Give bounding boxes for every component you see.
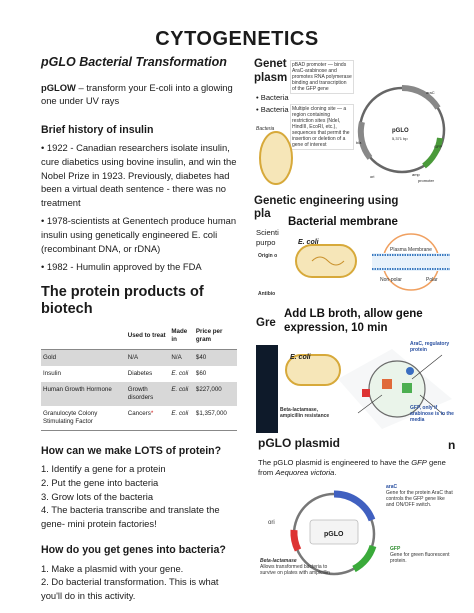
slide2-side-text: purpo: [256, 238, 276, 247]
lots-heading: How can we make LOTS of protein?: [41, 444, 222, 457]
slide1-title: Genet: [254, 58, 287, 70]
plasmid-label: araC: [426, 90, 435, 95]
ecoli-label: E. coli: [298, 239, 319, 246]
table-cell: Insulin: [43, 369, 61, 377]
table-row: [41, 366, 237, 382]
gene-expression-title-line: Add LB broth, allow gene: [284, 308, 423, 320]
nonpolar-label: Non-polar: [380, 277, 402, 283]
table-cell-text: Cancers: [127, 409, 151, 417]
polar-label: Polar: [426, 277, 438, 283]
slide-genetic-engineering: [254, 195, 454, 305]
document-title: CYTOGENETICS: [155, 28, 319, 50]
table-cell: E. coli: [169, 406, 194, 431]
cloning-site-callout: Multiple cloning site — a region containing restriction sites (NdeI, HindIII, EcoRI, etc.), sequences that permit the insertion or deletion of a gene of interest: [290, 104, 354, 150]
arac-text: Gene for the protein AraC that controls the GFP gene like and ON/OFF switch.: [386, 490, 453, 508]
plasmid-name: pGLO: [392, 128, 409, 134]
table-cell: Gold: [41, 349, 126, 366]
table-row: [41, 406, 237, 431]
table-cell: $227,000: [194, 382, 237, 406]
bacteria-illustration: [254, 118, 294, 193]
products-table: [41, 326, 237, 431]
gene-expression-title-line: expression, 10 min: [284, 322, 388, 334]
table-header-cell: Made in: [169, 326, 194, 350]
table-row: [41, 382, 237, 406]
beta-text: Allows transformed bacteria to survive on plates with ampicillin: [260, 564, 330, 576]
asterisk-mark: *: [150, 409, 154, 417]
gene-expression-title: [282, 307, 425, 335]
plasmid-label: GFP: [434, 144, 443, 149]
bacterial-membrane-title: Bacterial membrane: [284, 215, 402, 229]
genes-item: 1. Make a plasmid with your gene.: [41, 562, 184, 574]
table-cell: E. coli: [171, 369, 189, 377]
gfp-label: GFP, only if arabinose is in the media: [410, 405, 454, 423]
slide2-side-text: Scienti: [256, 228, 279, 237]
pglow-definition: [41, 81, 237, 108]
desc-organism: Aequorea victoria: [275, 467, 335, 477]
beta-lactamase-label: Beta-lactamase, ampicillin resistance: [280, 407, 330, 419]
plasmid-name: pGLO: [324, 531, 344, 538]
plasmid-label: promoter: [418, 178, 435, 183]
glowing-bacteria-photo: [256, 345, 278, 433]
table-cell: $1,357,000: [194, 406, 237, 431]
arac-annotation: [386, 484, 454, 508]
ori-label: ori: [268, 520, 275, 526]
table-cell: N/A: [126, 349, 170, 366]
slide2-title: Genetic engineering using: [254, 195, 399, 207]
insulin-item: • 1982 - Humulin approved by the FDA: [41, 261, 202, 273]
slide-gene-expression: [254, 305, 454, 433]
plasmid-label: bla: [356, 140, 362, 145]
table-cell: Diabetes: [127, 369, 153, 377]
pglow-term: pGLOW: [41, 81, 76, 93]
desc-gene: GFP: [411, 458, 427, 467]
insulin-heading: Brief history of insulin: [41, 123, 154, 136]
slide2-side-text: Antibio: [258, 291, 276, 297]
slide1-title-2: plasm: [254, 72, 288, 84]
ecoli-label: E. coli: [290, 354, 311, 361]
table-cell: $60: [195, 369, 207, 377]
table-header-cell: [41, 326, 126, 350]
lots-item: 4. The bacteria transcribe and translate the gene- mini protein factories!: [41, 504, 220, 529]
table-cell: Granulocyte Colony Stimulating Factor: [41, 406, 126, 431]
plasmid-size: 5,371 bp: [392, 136, 408, 141]
table-cell: [126, 406, 170, 431]
section-heading-pglo: pGLO Bacterial Transformation: [41, 55, 227, 69]
pglo-plasmid-title-suffix: n: [448, 438, 456, 452]
slide2-title-2: pla: [254, 208, 271, 220]
table-header-cell: Used to treat: [126, 326, 170, 350]
table-row: [41, 349, 237, 366]
genes-item: 2. Do bacterial transformation. This is what you'll do in this activity.: [41, 576, 219, 602]
table-cell: N/A: [169, 349, 194, 366]
gfp-text: Gene for green fluorescent protein.: [390, 552, 450, 564]
table-cell: $40: [194, 349, 237, 366]
slide-plasmid-map: [254, 58, 454, 193]
promoter-callout: pBAD promoter — binds AraC-arabinose and promotes RNA polymerase binding and transcription of the GFP gene: [290, 60, 354, 94]
products-title: The protein products of biotech: [41, 283, 204, 317]
beta-title: Beta-lactamase: [260, 558, 297, 564]
slide2-side-text: Origin o: [258, 253, 278, 259]
gfp-title: GFP: [390, 546, 401, 552]
slide-pglo-plasmid: [254, 436, 459, 596]
slide3-side-title: Gre: [256, 317, 276, 329]
left-column: [41, 56, 237, 603]
desc-text: gene from: [258, 458, 446, 477]
lots-item: 2. Put the gene into bacteria: [41, 476, 159, 488]
arac-protein-label: AraC, regulatory protein: [410, 341, 450, 353]
table-cell: Human Growth Hormone: [41, 382, 126, 406]
arac-title: araC: [386, 484, 398, 490]
lots-item: 1. Identify a gene for a protein: [41, 463, 166, 475]
pglo-plasmid-diagram: [274, 480, 404, 596]
slide1-bullet: • Bacteria: [256, 105, 289, 114]
slide1-bullet: • Bacteria: [256, 93, 289, 102]
genes-heading: How do you get genes into bacteria?: [41, 544, 226, 557]
lots-item: 3. Grow lots of the bacteria: [41, 490, 154, 502]
membrane-label: Plasma Membrane: [390, 247, 432, 253]
table-cell: E. coli: [169, 382, 194, 406]
beta-lactamase-annotation: [260, 558, 330, 576]
pglo-plasmid-map: [354, 66, 454, 193]
plasmid-label: ori: [370, 174, 375, 179]
desc-text: .: [334, 467, 337, 477]
svg-text:Bacteria: Bacteria: [256, 126, 275, 132]
pglow-def-text: – transform your E-coli into a glowing one under UV rays: [41, 81, 233, 107]
table-header-row: [41, 326, 237, 350]
gfp-annotation: [390, 546, 454, 564]
table-cell: Growth disorders: [126, 382, 170, 406]
insulin-item: • 1922 - Canadian researchers isolate insulin, cure diabetics using bovine insulin, and win the Nobel Prize in 1923. Previously, diabetes had been a virtual death sentence - there was no treatment: [41, 142, 237, 208]
insulin-item: • 1978-scientists at Genentech produce human insulin using genetically engineered E. coli (recombinant DNA, or rDNA): [41, 215, 237, 254]
plasmid-label: amp: [412, 172, 420, 177]
pglo-description: [258, 458, 454, 477]
table-header-cell: Price per gram: [194, 326, 237, 350]
desc-text: The pGLO plasmid is engineered to have the: [258, 458, 412, 467]
pglo-plasmid-title: pGLO plasmid: [258, 436, 341, 450]
